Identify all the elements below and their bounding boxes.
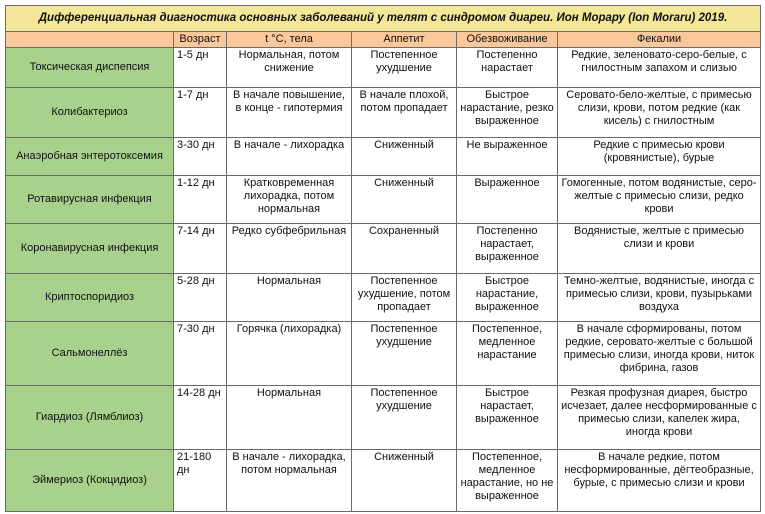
feces-cell: Редкие с примесью крови (кровянистые), бурые — [558, 138, 761, 176]
dehydration-cell: Постепенно нарастает, выраженное — [457, 224, 558, 274]
dehydration-cell: Постепенное, медленное нарастание — [457, 322, 558, 386]
age-cell: 1-12 дн — [174, 176, 227, 224]
age-cell: 14-28 дн — [174, 386, 227, 450]
appetite-cell: Постепенное ухудшение — [352, 386, 457, 450]
temp-cell: Редко субфебрильная — [227, 224, 352, 274]
temp-cell: Нормальная — [227, 274, 352, 322]
appetite-cell: Постепенное ухудшение — [352, 322, 457, 386]
dehydration-cell: Постепенно нарастает — [457, 48, 558, 88]
feces-cell: Гомогенные, потом водянистые, серо-желтые с примесью слизи, редко крови — [558, 176, 761, 224]
disease-name: Эймериоз (Кокцидиоз) — [6, 450, 174, 512]
appetite-cell: Постепенное ухудшение — [352, 48, 457, 88]
disease-name: Колибактериоз — [6, 88, 174, 138]
temp-cell: Нормальная — [227, 386, 352, 450]
table-wrapper — [5, 5, 760, 512]
appetite-cell: Сохраненный — [352, 224, 457, 274]
feces-cell: Темно-желтые, водянистые, иногда с примесью слизи, крови, пузырьками воздуха — [558, 274, 761, 322]
temp-cell: Нормальная, потом снижение — [227, 48, 352, 88]
header-row — [6, 32, 761, 48]
feces-cell: Серовато-бело-желтые, с примесью слизи, крови, потом редкие (как кисель) с гнилостным — [558, 88, 761, 138]
disease-name: Коронавирусная инфекция — [6, 224, 174, 274]
age-cell: 3-30 дн — [174, 138, 227, 176]
feces-cell: Редкие, зеленовато-серо-белые, с гнилостным запахом и слизью — [558, 48, 761, 88]
disease-name: Ротавирусная инфекция — [6, 176, 174, 224]
age-cell: 21-180 дн — [174, 450, 227, 512]
feces-cell: В начале редкие, потом несформированные, дёгтеобразные, бурые, с примесью слизи и крови — [558, 450, 761, 512]
age-cell: 5-28 дн — [174, 274, 227, 322]
dehydration-cell: Быстрое нарастание, выраженное — [457, 274, 558, 322]
appetite-cell: Сниженный — [352, 138, 457, 176]
table-row — [6, 138, 761, 176]
temp-cell: Горячка (лихорадка) — [227, 322, 352, 386]
table-row — [6, 88, 761, 138]
disease-name: Токсическая диспепсия — [6, 48, 174, 88]
dehydration-cell: Быстрое нарастает, выраженное — [457, 386, 558, 450]
temp-cell: В начале - лихорадка — [227, 138, 352, 176]
appetite-cell: Постепенное ухудшение, потом пропадает — [352, 274, 457, 322]
temp-cell: В начале повышение, в конце - гипотермия — [227, 88, 352, 138]
table-row — [6, 176, 761, 224]
disease-name: Анаэробная энтеротоксемия — [6, 138, 174, 176]
table-row — [6, 224, 761, 274]
dehydration-cell: Не выраженное — [457, 138, 558, 176]
table-row — [6, 450, 761, 512]
header-dehydration: Обезвоживание — [457, 32, 558, 48]
table-row — [6, 386, 761, 450]
dehydration-cell: Быстрое нарастание, резко выраженное — [457, 88, 558, 138]
appetite-cell: Сниженный — [352, 450, 457, 512]
dehydration-cell: Выраженное — [457, 176, 558, 224]
age-cell: 1-5 дн — [174, 48, 227, 88]
header-temp: t °C, тела — [227, 32, 352, 48]
header-feces: Фекалии — [558, 32, 761, 48]
appetite-cell: Сниженный — [352, 176, 457, 224]
table-row — [6, 322, 761, 386]
age-cell: 1-7 дн — [174, 88, 227, 138]
diagnosis-table — [5, 5, 761, 512]
table-row — [6, 48, 761, 88]
feces-cell: В начале сформированы, потом редкие, серовато-желтые с большой примесью слизи, иногда крови, ниток фибрина, газов — [558, 322, 761, 386]
disease-name: Криптоспоридиоз — [6, 274, 174, 322]
feces-cell: Резкая профузная диарея, быстро исчезает, далее несформированные с примесью слизи, капелек жира, иногда крови — [558, 386, 761, 450]
table-row — [6, 274, 761, 322]
disease-name: Гиардиоз (Лямблиоз) — [6, 386, 174, 450]
disease-name: Сальмонеллёз — [6, 322, 174, 386]
feces-cell: Водянистые, желтые с примесью слизи и крови — [558, 224, 761, 274]
table-title: Дифференциальная диагностика основных заболеваний у телят с синдромом диареи. Ион Морару (Ion Moraru) 2019. — [6, 6, 761, 32]
age-cell: 7-30 дн — [174, 322, 227, 386]
header-age: Возраст — [174, 32, 227, 48]
header-name — [6, 32, 174, 48]
dehydration-cell: Постепенное, медленное нарастание, но не выраженное — [457, 450, 558, 512]
appetite-cell: В начале плохой, потом пропадает — [352, 88, 457, 138]
age-cell: 7-14 дн — [174, 224, 227, 274]
temp-cell: Кратковременная лихорадка, потом нормальная — [227, 176, 352, 224]
temp-cell: В начале - лихорадка, потом нормальная — [227, 450, 352, 512]
header-appetite: Аппетит — [352, 32, 457, 48]
